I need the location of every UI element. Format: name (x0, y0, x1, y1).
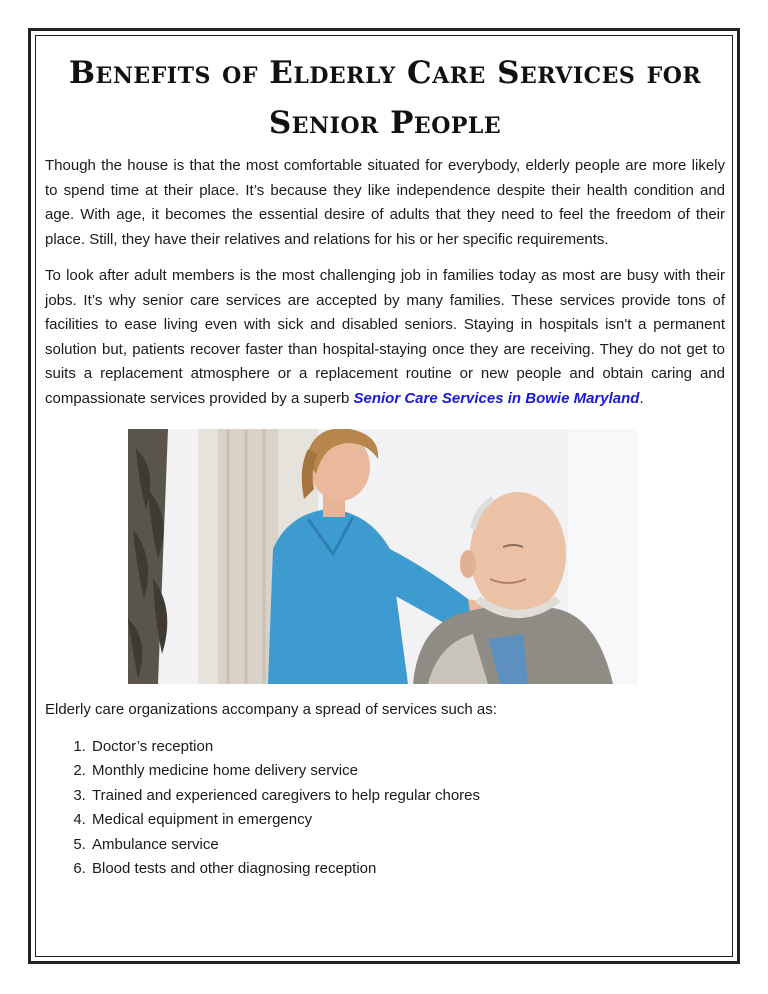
paragraph-care (45, 264, 725, 411)
list-item: 2. Monthly medicine home delivery service (90, 759, 725, 784)
senior-care-link[interactable]: Senior Care Services in Bowie Maryland (353, 389, 640, 407)
paragraph-intro: Though the house is that the most comfortable situated for everybody, elderly people are more likely to spend time at their place. It’s because they like independence despite their health condition and age. With age, it becomes the essential desire of adults that they need to feel the freedom of their place. Still, they have their relatives and relations for his or her specific requirements. (45, 157, 725, 248)
plant-leaves (128, 429, 168, 684)
paragraph-care-end: . (639, 389, 644, 407)
list-item: 6. Blood tests and other diagnosing reception (90, 857, 725, 882)
list-item: 5. Ambulance service (90, 833, 725, 858)
list-intro: Elderly care organizations accompany a spread of services such as: (45, 701, 497, 718)
caregiver-photo (128, 429, 638, 684)
list-item: 1. Doctor’s reception (90, 735, 725, 760)
paragraph-care-text: To look after adult members is the most challenging job in families today as most are busy with their jobs. It’s why senior care services are accepted by many families. These services provide tons of facilities to ease living even with sick and disabled seniors. Staying in hospitals isn't a permanent solution but, patients recover faster than hospital-staying once they are receiving. They do not get to suits a replacement atmosphere or a replacement routine or new people and obtain caring and compassionate services provided by a superb (45, 267, 725, 407)
document-title: Benefits of Elderly Care Services for Senior People (68, 55, 702, 141)
caregiver-illustration (128, 429, 638, 684)
list-item: 4. Medical equipment in emergency (90, 808, 725, 833)
list-item: 3. Trained and experienced caregivers to help regular chores (90, 784, 725, 809)
services-list (45, 735, 725, 882)
document-body (45, 48, 725, 882)
